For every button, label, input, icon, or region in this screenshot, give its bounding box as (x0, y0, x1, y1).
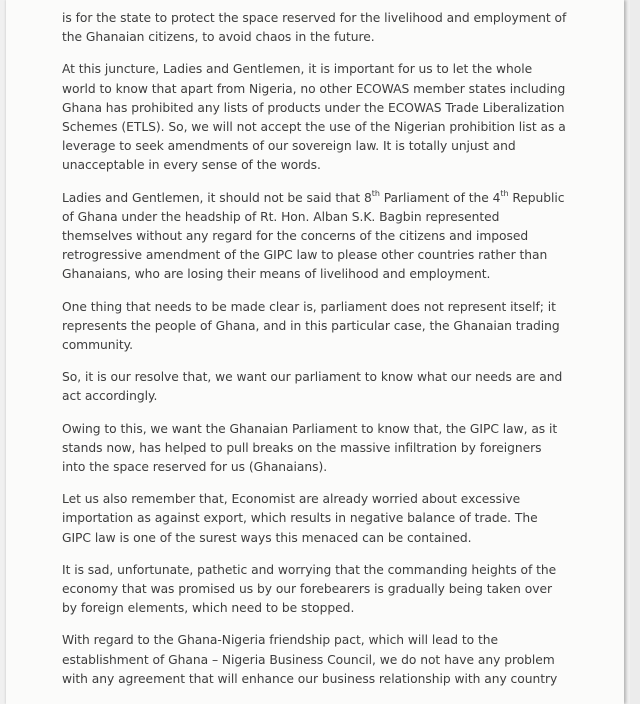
paragraph-text: Ladies and Gentlemen, it should not be said that 8 (62, 190, 372, 205)
paragraph: At this juncture, Ladies and Gentlemen, it is important for us to let the whole world to know that apart from Nigeria, no other ECOWAS member states including Ghana has prohibited any lists of products under the ECOWAS Trade Liberalization Schemes (ETLS). So, we will not accept the use of the Nigerian prohibition list as a leverage to seek amendments of our sovereign law. It is totally unjust and unacceptable in every sense of the words. (62, 62, 566, 173)
document-page (6, 0, 624, 704)
superscript: th (500, 188, 509, 198)
paragraph-text: Parliament of the 4 (379, 190, 501, 205)
scrollbar-track[interactable] (630, 0, 640, 704)
paragraph: is for the state to protect the space reserved for the livelihood and employment of the Ghanaian citizens, to avoid chaos in the future. (62, 11, 567, 45)
paragraph: Let us also remember that, Economist are already worried about excessive importation as against export, which results in negative balance of trade. The GIPC law is one of the surest ways this menaced can be contained. (62, 492, 538, 545)
paragraph: Owing to this, we want the Ghanaian Parliament to know that, the GIPC law, as it stands now, has helped to pull breaks on the massive infiltration by foreigners into the space reserved for us (Ghanaians). (62, 421, 558, 475)
paragraph: With regard to the Ghana-Nigeria friendship pact, which will lead to the establishment of Ghana – Nigeria Business Council, we do not have any problem with any agreement that will enhance our business relationship with any country (62, 633, 558, 686)
paragraph: So, it is our resolve that, we want our parliament to know what our needs are and act accordingly. (62, 370, 563, 404)
paragraph: One thing that needs to be made clear is, parliament does not represent itself; it represents the people of Ghana, and in this particular case, the Ghanaian trading community. (62, 299, 560, 353)
paragraph-text: Republic of Ghana under the headship of Rt. Hon. Alban S.K. Bagbin represented themselves without any regard for the concerns of the citizens and imposed retrogressive amendment of the GIPC law to please other countries rather than Ghanaians, who are losing their means of livelihood and employment. (62, 190, 565, 282)
superscript: th (371, 188, 380, 198)
paragraph-parliament (62, 189, 568, 285)
paragraph: It is sad, unfortunate, pathetic and worrying that the commanding heights of the economy that was promised us by our forebearers is gradually being taken over by foreign elements, which need to be stopped. (62, 562, 557, 616)
